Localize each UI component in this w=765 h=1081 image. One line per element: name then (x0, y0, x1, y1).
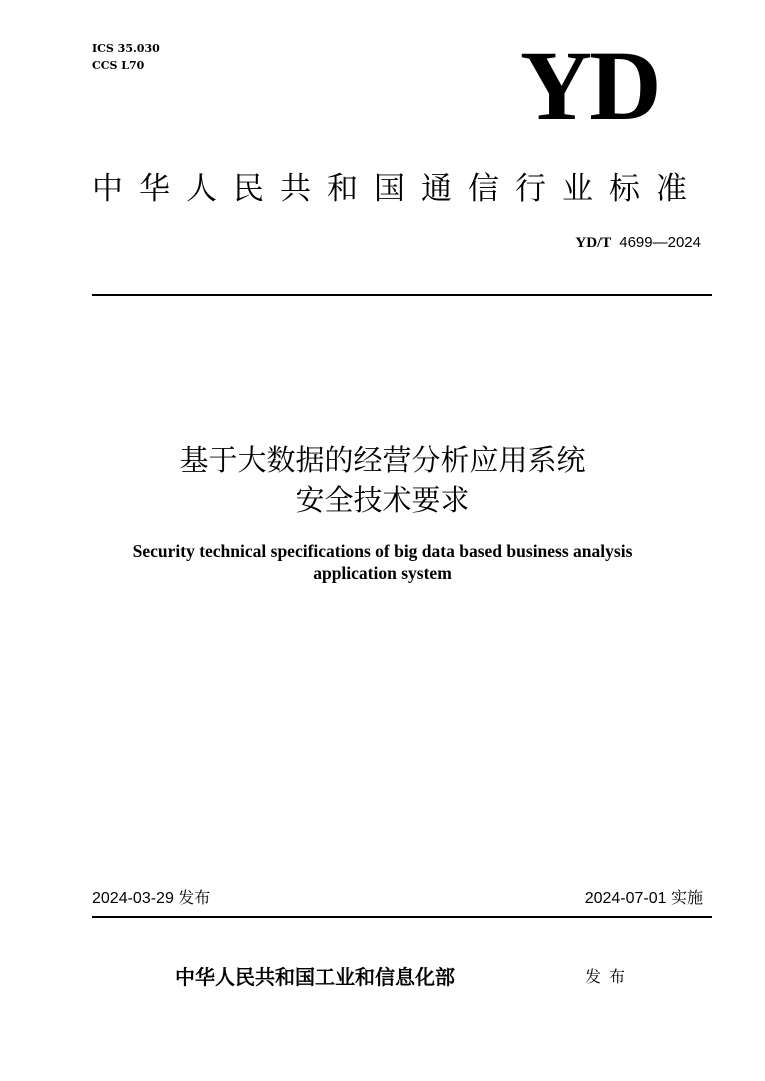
title-chinese-line-1: 基于大数据的经营分析应用系统 (179, 443, 586, 477)
standard-number (575, 232, 701, 253)
ics-code: ICS 35.030 (92, 42, 160, 55)
bottom-divider (92, 916, 712, 918)
publish-label: 发布 (585, 967, 634, 986)
standard-number-value: 4699—2024 (619, 234, 701, 251)
title-chinese-line-2: 安全技术要求 (295, 483, 470, 517)
org-title: 中华人民共和国通信行业标准 (92, 171, 703, 207)
publisher: 中华人民共和国工业和信息化部 (175, 965, 455, 989)
title-chinese (0, 440, 765, 520)
title-english (0, 540, 765, 584)
yd-logo: YD (520, 30, 659, 141)
issue-date: 2024-03-29 发布 (92, 890, 211, 907)
top-divider (92, 294, 712, 296)
ccs-code: CCS L70 (92, 59, 145, 72)
implementation-date: 2024-07-01 实施 (584, 890, 703, 907)
title-english-line-2: application system (313, 563, 452, 583)
standard-prefix: YD/T (575, 235, 612, 251)
title-english-line-1: Security technical specifications of big data based business analysis (132, 541, 633, 561)
